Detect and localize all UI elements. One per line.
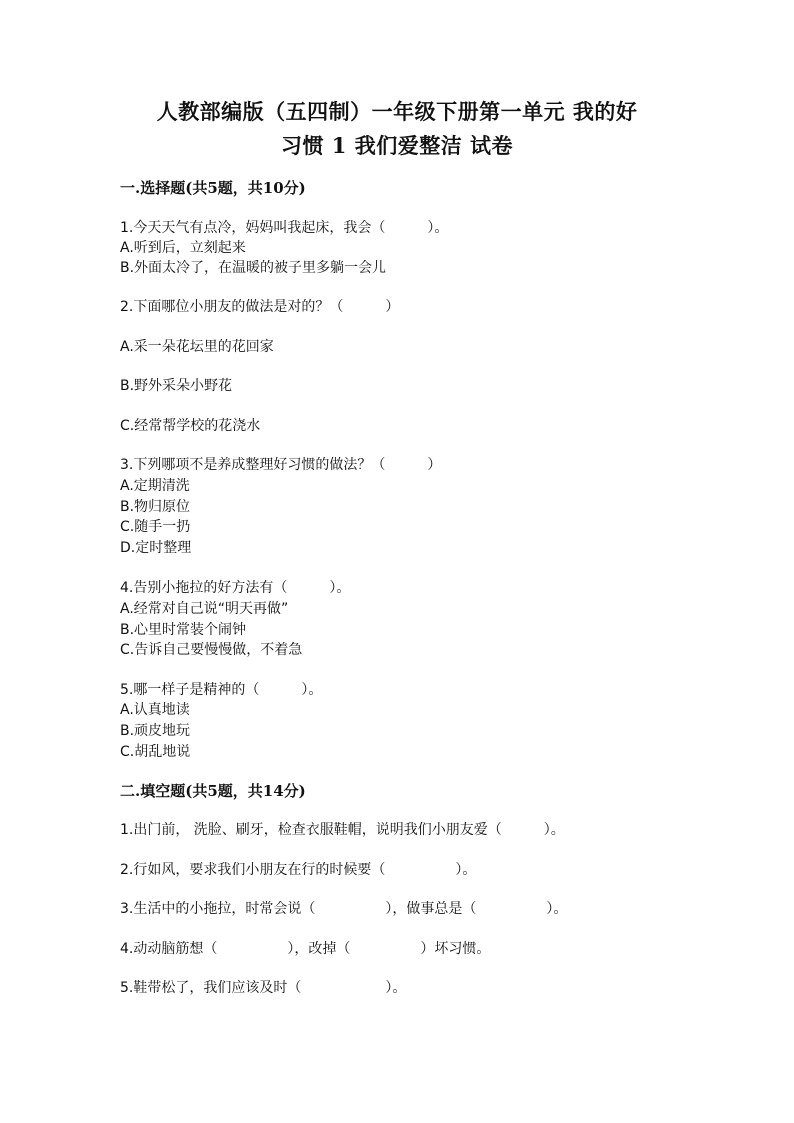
- answer-option: B.心里时常装个闹钟: [120, 622, 247, 638]
- section-heading-fill-in-blank: 二.填空题(共5题，共14分): [120, 782, 306, 800]
- fill-in-question: 4.动动脑筋想（ ），改掉（ ）坏习惯。: [120, 941, 491, 957]
- answer-option: D.定时整理: [120, 540, 192, 556]
- question-stem: 4.告别小拖拉的好方法有（ ）。: [120, 580, 351, 596]
- answer-option: B.物归原位: [120, 499, 191, 515]
- answer-option: C.告诉自己要慢慢做，不着急: [120, 642, 303, 658]
- answer-option: A.认真地读: [120, 702, 190, 718]
- answer-option: C.经常帮学校的花浇水: [120, 418, 261, 434]
- exam-title-line-2: 习惯 1 我们爱整洁 试卷: [280, 133, 514, 158]
- answer-option: A.经常对自己说“明天再做”: [120, 601, 289, 617]
- fill-in-question: 3.生活中的小拖拉，时常会说（ ），做事总是（ ）。: [120, 901, 568, 917]
- answer-option: C.胡乱地说: [120, 744, 191, 760]
- question-stem: 2.下面哪位小朋友的做法是对的？（ ）: [120, 299, 400, 315]
- fill-in-question: 1.出门前， 洗脸、刷牙，检查衣服鞋帽，说明我们小朋友爱（ ）。: [120, 822, 565, 838]
- question-stem: 3.下列哪项不是养成整理好习惯的做法？（ ）: [120, 457, 442, 473]
- answer-option: A.采一朵花坛里的花回家: [120, 339, 274, 355]
- fill-in-question: 2.行如风，要求我们小朋友在行的时候要（ ）。: [120, 862, 477, 878]
- answer-option: B.野外采朵小野花: [120, 378, 233, 394]
- question-stem: 1.今天天气有点冷，妈妈叫我起床，我会（ ）。: [120, 220, 449, 236]
- exam-title-line-1: 人教部编版（五四制）一年级下册第一单元 我的好: [156, 99, 638, 124]
- fill-in-question: 5.鞋带松了，我们应该及时（ ）。: [120, 980, 407, 996]
- answer-option: B.顽皮地玩: [120, 723, 191, 739]
- question-stem: 5.哪一样子是精神的（ ）。: [120, 682, 323, 698]
- section-heading-multiple-choice: 一.选择题(共5题，共10分): [120, 179, 306, 197]
- answer-option: A.定期清洗: [120, 478, 190, 494]
- answer-option: C.随手一扔: [120, 519, 191, 535]
- answer-option: B.外面太冷了，在温暖的被子里多躺一会儿: [120, 260, 387, 276]
- answer-option: A.听到后，立刻起来: [120, 240, 246, 256]
